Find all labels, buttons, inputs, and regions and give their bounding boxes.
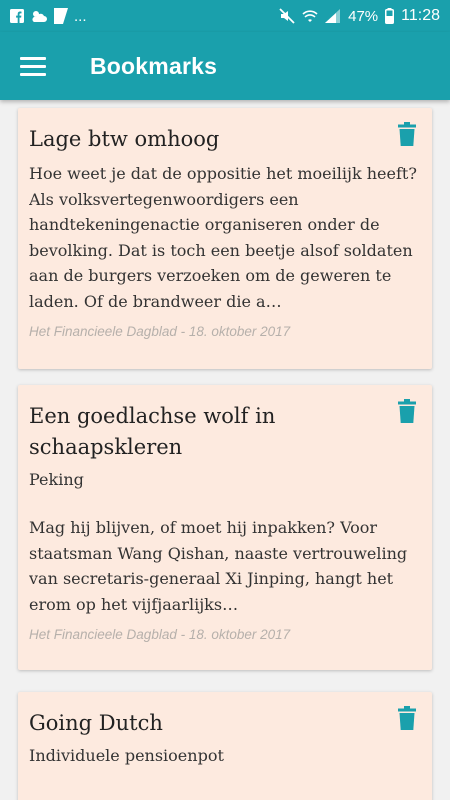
facebook-icon bbox=[10, 9, 24, 23]
menu-icon[interactable] bbox=[20, 49, 54, 83]
bookmark-card[interactable] bbox=[18, 385, 432, 670]
mute-icon bbox=[279, 8, 295, 24]
bookmark-title: Lage btw omhoog bbox=[29, 127, 220, 151]
status-right bbox=[279, 7, 440, 25]
wifi-icon bbox=[302, 9, 318, 23]
page-title: Bookmarks bbox=[90, 52, 218, 79]
more-notifications: ... bbox=[74, 7, 87, 25]
bookmark-card[interactable] bbox=[18, 692, 432, 800]
app-bar bbox=[0, 32, 450, 100]
bookmark-source-date: Het Financieele Dagblad - 18. oktober 2017 bbox=[29, 627, 291, 642]
signal-icon bbox=[325, 9, 341, 23]
status-left-icons bbox=[10, 8, 87, 25]
battery-percent: 47% bbox=[348, 7, 379, 25]
weather-icon bbox=[30, 9, 48, 23]
delete-icon[interactable] bbox=[398, 399, 416, 423]
bookmark-title: Een goedlachse wolf in schaapskleren bbox=[29, 404, 276, 459]
bookmark-list[interactable] bbox=[0, 100, 450, 800]
delete-icon[interactable] bbox=[398, 706, 416, 730]
bookmark-source-date: Het Financieele Dagblad - 18. oktober 2017 bbox=[29, 324, 291, 339]
bookmark-subtitle: Individuele pensioenpot bbox=[29, 746, 224, 765]
bookmark-title: Going Dutch bbox=[29, 711, 163, 735]
status-bar bbox=[0, 0, 450, 32]
bookmark-subtitle: Peking bbox=[29, 470, 84, 489]
bookmark-excerpt: Mag hij blijven, of moet hij inpakken? Voor staatsman Wang Qishan, naaste vertrouweling van secretaris-generaal Xi Jinping, hangt het erom op het vijfjaarlijks… bbox=[29, 518, 408, 614]
clock: 11:28 bbox=[401, 7, 440, 24]
delete-icon[interactable] bbox=[398, 122, 416, 146]
battery-icon bbox=[385, 8, 394, 24]
bookmark-excerpt: Hoe weet je dat de oppositie het moeilijk heeft? Als volksvertegenwoordigers een handtekeningenactie organiseren onder de bevolking. Dat is toch een beetje alsof soldaten aan de burgers verzoeken om de geweren te laden. Of de brandweer die a… bbox=[29, 164, 417, 311]
flipboard-icon bbox=[54, 8, 68, 24]
bookmark-card[interactable] bbox=[18, 108, 432, 369]
